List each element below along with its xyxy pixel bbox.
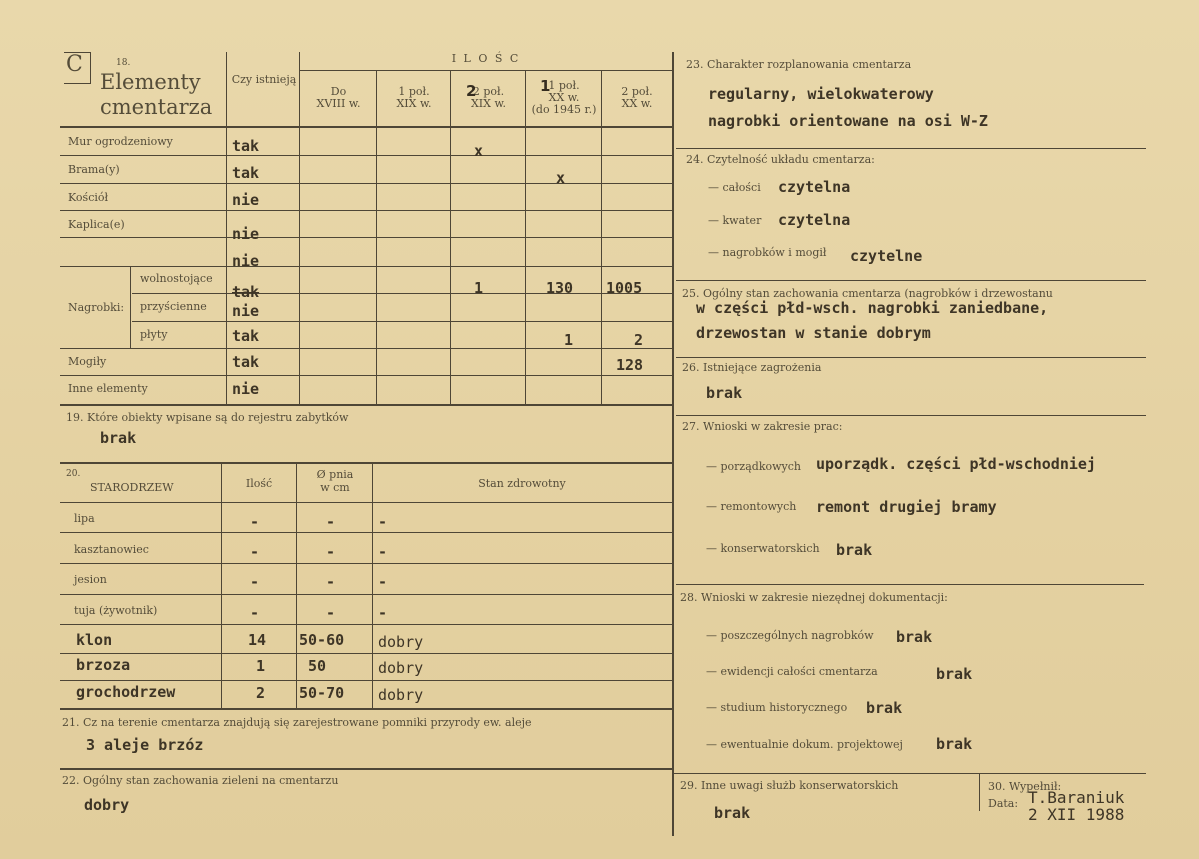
- s24-item-nagrobkow-value: czytelne: [850, 247, 923, 265]
- s23-label: 23. Charakter rozplanowania cmentarza: [686, 58, 912, 71]
- mark-brama-1xx: x: [556, 169, 566, 187]
- section-title-line1: Elementy: [100, 70, 201, 94]
- row-label-przyscienne: przyścienne: [140, 300, 207, 313]
- s28-item-nagrobkow-label: — poszczególnych nagrobków: [706, 629, 874, 642]
- count-plyty-1xx: 1: [564, 331, 574, 349]
- mark-mur-2xix: x: [474, 142, 484, 160]
- tree-diam-tuja: -: [326, 604, 336, 622]
- s27-label: 27. Wnioski w zakresie prac:: [682, 420, 843, 433]
- exists-wolnostojace: tak: [232, 283, 260, 301]
- s26-value: brak: [706, 384, 743, 402]
- tree-name-tuja: tuja (żywotnik): [74, 604, 158, 617]
- exists-przyscienne: nie: [232, 302, 260, 320]
- tree-name-lipa: lipa: [74, 512, 95, 525]
- s28-item-nagrobkow-value: brak: [896, 628, 933, 646]
- handwritten-1: 1: [540, 77, 551, 95]
- row-label-kaplica: Kaplica(e): [68, 218, 125, 231]
- s19-label: 19. Które obiekty wpisane są do rejestru zabytków: [66, 411, 349, 424]
- tree-diam-kasztanowiec: -: [326, 543, 336, 561]
- header-col-1-xix: 1 poł. XIX w.: [396, 85, 432, 110]
- s21-value: 3 aleje brzóz: [86, 736, 204, 754]
- row-label-inne: Inne elementy: [68, 382, 148, 395]
- header-ilosc: I L O Ś C: [451, 52, 521, 65]
- count-wolno-1xx: 130: [546, 279, 574, 297]
- tree-health-grochodrzew: dobry: [378, 686, 424, 704]
- header-col-2-xx: 2 poł. XX w.: [621, 85, 653, 110]
- tree-diam-jesion: -: [326, 573, 336, 591]
- s27-item-remontowych-value: remont drugiej bramy: [816, 498, 997, 516]
- tree-health-brzoza: dobry: [378, 659, 424, 677]
- tree-diam-grochodrzew: 50-70: [299, 684, 345, 702]
- s30-name: T.Baraniuk: [1028, 788, 1125, 807]
- row-label-plyty: płyty: [140, 328, 168, 341]
- s25-label: 25. Ogólny stan zachowania cmentarza (nagrobków i drzewostanu: [682, 287, 1053, 300]
- tree-name-jesion: jesion: [74, 573, 107, 586]
- s24-label: 24. Czytelność układu cmentarza:: [686, 153, 875, 166]
- s24-item-kwater-label: — kwater: [708, 214, 762, 227]
- tree-count-lipa: -: [250, 513, 260, 531]
- s27-item-porzadkowych-value: uporządk. części płd-wschodniej: [816, 455, 1096, 473]
- row-label-brama: Brama(y): [68, 163, 120, 176]
- s19-value: brak: [100, 429, 137, 447]
- s28-item-projektowej-value: brak: [936, 735, 973, 753]
- s25-value-line2: drzewostan w stanie dobrym: [696, 324, 931, 342]
- exists-blank-row: nie: [232, 252, 260, 270]
- exists-kaplica: nie: [232, 225, 260, 243]
- s24-item-calosci-value: czytelna: [778, 178, 851, 196]
- count-plyty-2xx: 2: [634, 331, 644, 349]
- row-label-nagrobki: Nagrobki:: [68, 301, 125, 314]
- header-exists: Czy istnieją: [231, 73, 297, 86]
- s24-item-kwater-value: czytelna: [778, 211, 851, 229]
- header-col-xviii: Do XVIII w.: [316, 85, 361, 110]
- s21-label: 21. Cz na terenie cmentarza znajdują się zarejestrowane pomniki przyrody ew. aleje: [62, 716, 532, 729]
- exists-mogily: tak: [232, 353, 260, 371]
- s28-item-studium-value: brak: [866, 699, 903, 717]
- tree-name-grochodrzew: grochodrzew: [76, 683, 176, 701]
- s25-value-line1: w części płd-wsch. nagrobki zaniedbane,: [696, 299, 1049, 317]
- tree-health-jesion: -: [378, 573, 388, 591]
- section-number: 18.: [116, 58, 131, 68]
- tree-count-jesion: -: [250, 573, 260, 591]
- s30-label: 30. Wypełnił:: [988, 780, 1062, 793]
- s22-label: 22. Ogólny stan zachowania zieleni na cmentarzu: [62, 774, 339, 787]
- tree-name-brzoza: brzoza: [76, 656, 131, 674]
- tree-diam-brzoza: 50: [308, 657, 327, 675]
- tree-name-kasztanowiec: kasztanowiec: [74, 543, 149, 556]
- s20-header-diam: Ø pnia w cm: [316, 468, 354, 494]
- s28-item-ewidencji-label: — ewidencji całości cmentarza: [706, 665, 878, 678]
- tree-health-lipa: -: [378, 513, 388, 531]
- exists-plyty: tak: [232, 327, 260, 345]
- exists-inne: nie: [232, 380, 260, 398]
- row-label-mur: Mur ogrodzeniowy: [68, 135, 173, 148]
- s20-header-name: STARODRZEW: [90, 481, 174, 494]
- row-label-mogily: Mogiły: [68, 355, 107, 368]
- s20-header-count: Ilość: [245, 477, 273, 490]
- handwritten-2: 2: [466, 82, 477, 100]
- s28-item-projektowej-label: — ewentualnie dokum. projektowej: [706, 738, 903, 751]
- row-label-kosciol: Kościół: [68, 191, 109, 204]
- s23-value-line1: regularny, wielokwaterowy: [708, 85, 934, 103]
- section-letter: C: [66, 52, 83, 77]
- s27-item-remontowych-label: — remontowych: [706, 500, 797, 513]
- count-mogily-2xx: 128: [616, 356, 644, 374]
- s20-header-health: Stan zdrowotny: [478, 477, 566, 490]
- tree-health-klon: dobry: [378, 633, 424, 651]
- tree-name-klon: klon: [76, 631, 113, 649]
- tree-diam-klon: 50-60: [299, 631, 345, 649]
- section-title-line2: cmentarza: [100, 95, 213, 119]
- tree-count-brzoza: 1: [256, 657, 266, 675]
- s29-value: brak: [714, 804, 751, 822]
- s29-label: 29. Inne uwagi służb konserwatorskich: [680, 779, 899, 792]
- s24-item-nagrobkow-label: — nagrobków i mogił: [708, 246, 827, 259]
- s26-label: 26. Istniejące zagrożenia: [682, 361, 822, 374]
- s24-item-calosci-label: — całości: [708, 181, 761, 194]
- s28-item-studium-label: — studium historycznego: [706, 701, 848, 714]
- tree-health-kasztanowiec: -: [378, 543, 388, 561]
- tree-diam-lipa: -: [326, 513, 336, 531]
- header-col-2-xix: 2 poł. XIX w.: [470, 85, 507, 110]
- exists-kosciol: nie: [232, 191, 260, 209]
- s30-date-label: Data:: [988, 797, 1019, 810]
- tree-count-kasztanowiec: -: [250, 543, 260, 561]
- s28-item-ewidencji-value: brak: [936, 665, 973, 683]
- s27-item-porzadkowych-label: — porządkowych: [706, 460, 801, 473]
- tree-count-tuja: -: [250, 604, 260, 622]
- s28-label: 28. Wnioski w zakresie niezędnej dokumentacji:: [680, 591, 948, 604]
- tree-count-klon: 14: [248, 631, 267, 649]
- count-wolno-2xix: 1: [474, 279, 484, 297]
- count-wolno-2xx: 1005: [606, 279, 643, 297]
- s27-item-konserwatorskich-value: brak: [836, 541, 873, 559]
- s30-date: 2 XII 1988: [1028, 805, 1125, 824]
- s22-value: dobry: [84, 796, 130, 814]
- exists-brama: tak: [232, 164, 260, 182]
- row-label-wolnostojace: wolnostojące: [140, 272, 213, 285]
- s27-item-konserwatorskich-label: — konserwatorskich: [706, 542, 820, 555]
- tree-count-grochodrzew: 2: [256, 684, 266, 702]
- exists-mur: tak: [232, 137, 260, 155]
- s23-value-line2: nagrobki orientowane na osi W-Z: [708, 112, 988, 130]
- header-col-1-xx: 1 poł. XX w. (do 1945 r.): [531, 79, 597, 116]
- s20-num: 20.: [66, 469, 81, 479]
- tree-health-tuja: -: [378, 604, 388, 622]
